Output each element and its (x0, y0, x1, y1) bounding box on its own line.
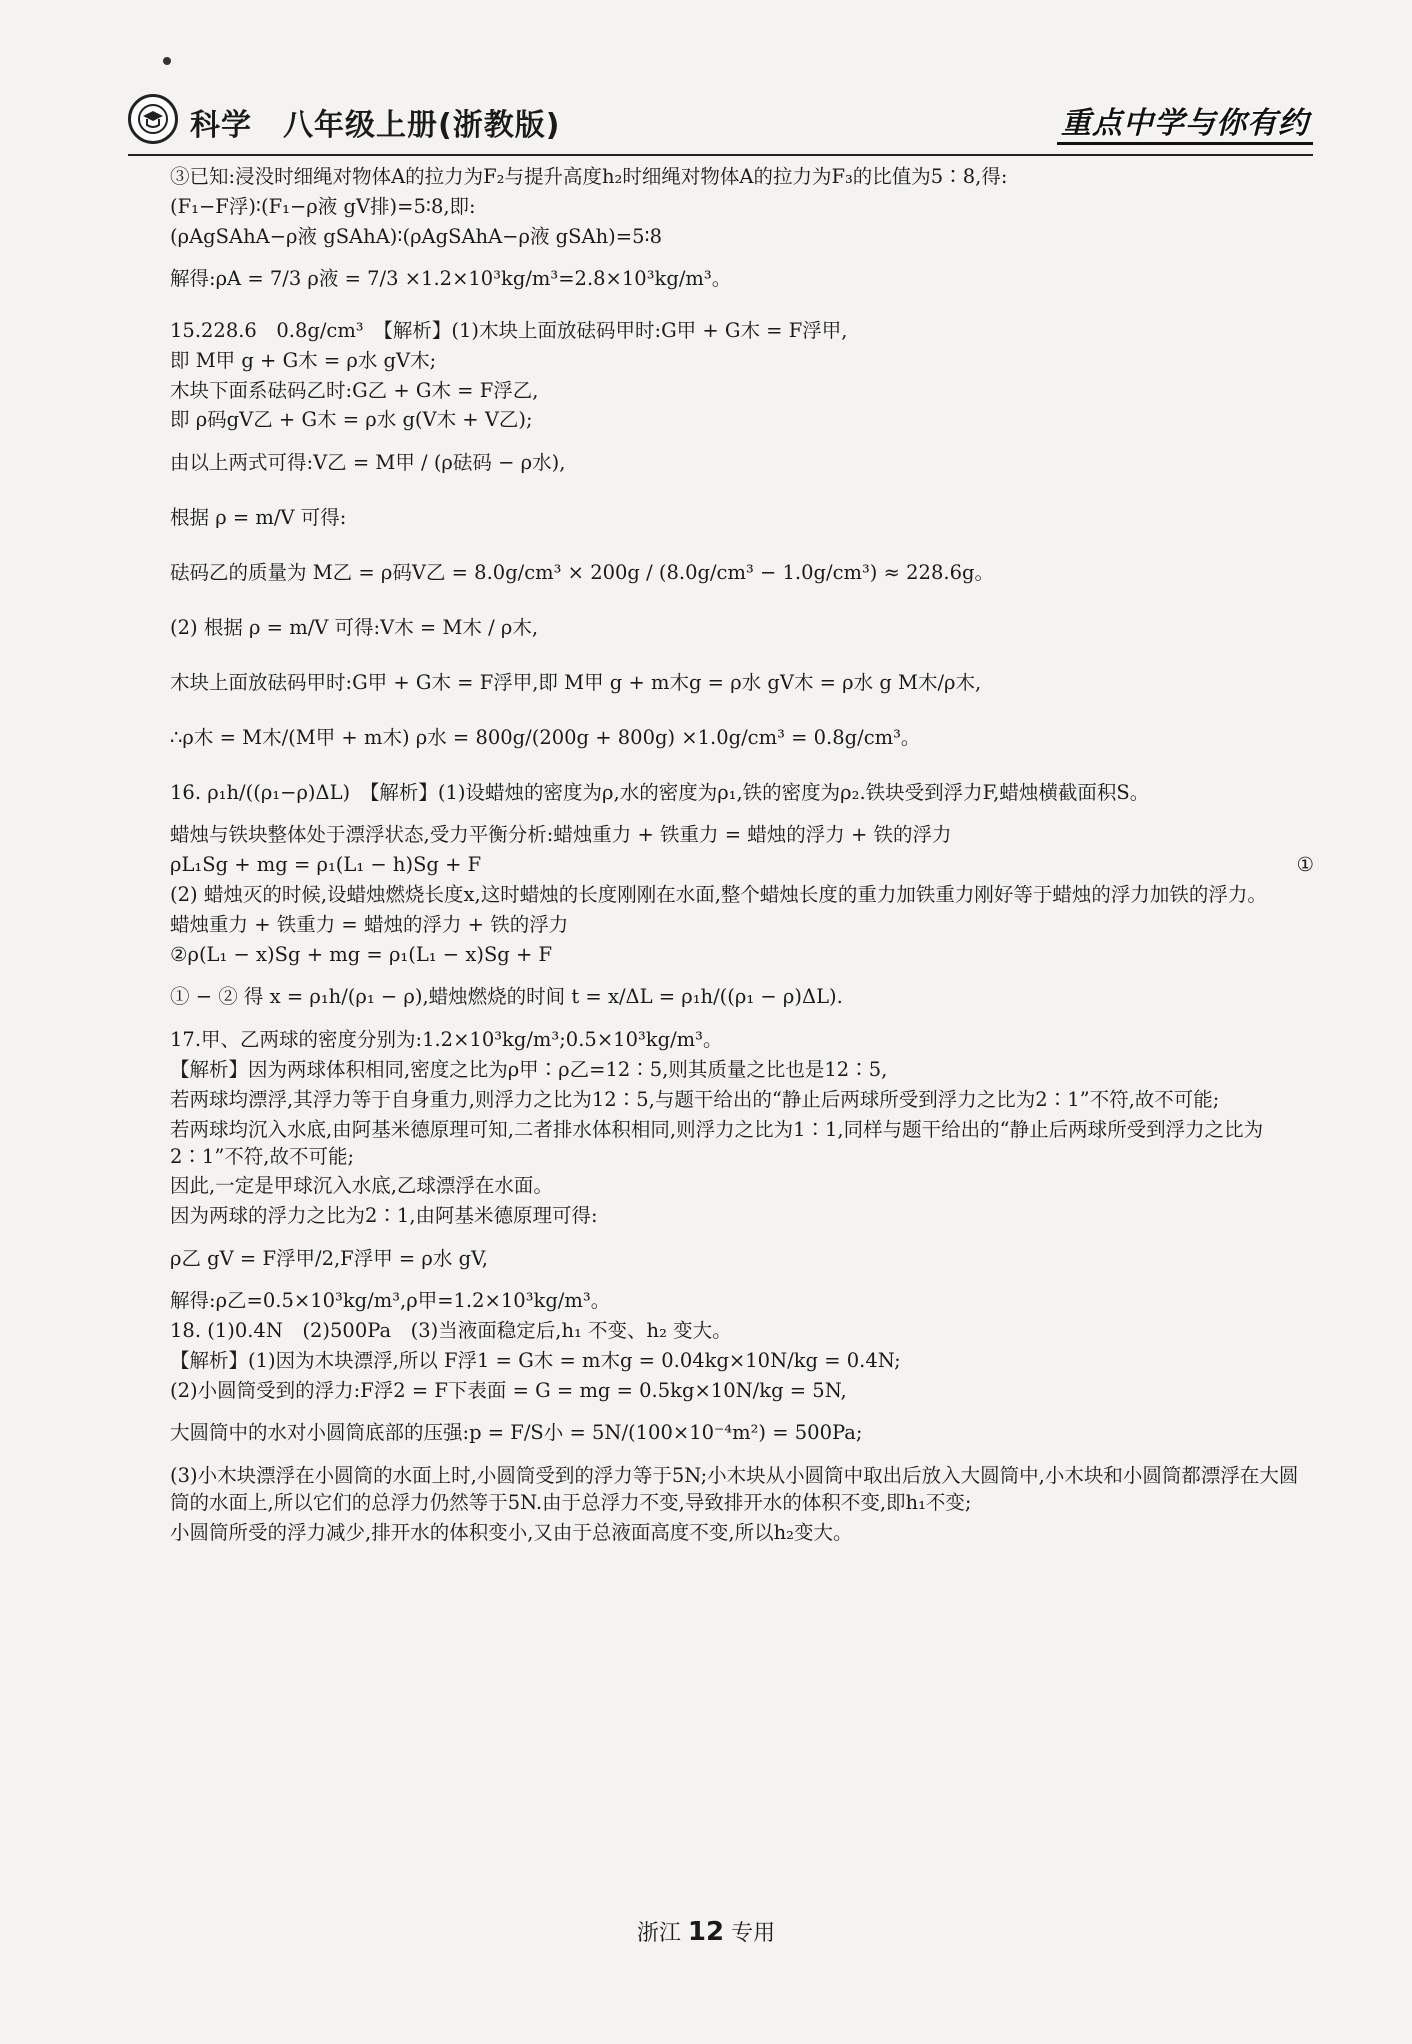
text-line: 因为两球的浮力之比为2∶1,由阿基米德原理可得: (170, 1204, 598, 1228)
text-line: ρ乙 gV = F浮甲/2,F浮甲 = ρ水 gV, (170, 1246, 488, 1270)
text-line: (2) 蜡烛灭的时候,设蜡烛燃烧长度x,这时蜡烛的长度刚刚在水面,整个蜡烛长度的重力加铁重力刚好等于蜡烛的浮力加铁的浮力。 (170, 883, 1267, 907)
text-line: 因此,一定是甲球沉入水底,乙球漂浮在水面。 (170, 1174, 553, 1198)
text-line: 大圆筒中的水对小圆筒底部的压强:p = F/S小 = 5N/(100×10⁻⁴m²) = 500Pa; (170, 1421, 863, 1445)
page-number: 12 (687, 1917, 725, 1947)
footer-prefix: 浙江 (636, 1921, 681, 1946)
page-footer (0, 1916, 1412, 1947)
question-15-answer: 15.228.6 0.8g/cm³ 【解析】(1)木块上面放砝码甲时:G甲 + G木 = F浮甲, (170, 318, 848, 342)
book-title: 科学 八年级上册(浙教版) (190, 108, 561, 143)
text-line: (ρAgSAhA−ρ液 gSAhA)∶(ρAgSAhA−ρ液 gSAh)=5∶8 (170, 224, 663, 248)
scan-dot (163, 57, 171, 65)
text-line: 木块下面系砝码乙时:G乙 + G木 = F浮乙, (170, 378, 539, 402)
equation-line (170, 852, 1314, 879)
text-line: 若两球均沉入水底,由阿基米德原理可知,二者排水体积相同,则浮力之比为1∶1,同样与题干给出的“静止后两球所受到浮力之比为2∶1”不符,故不可能; (170, 1117, 1264, 1168)
question-16-answer: 16. ρ₁h/((ρ₁−ρ)ΔL) 【解析】(1)设蜡烛的密度为ρ,水的密度为ρ₁,铁的密度为ρ₂.铁块受到浮力F,蜡烛横截面积S。 (170, 780, 1150, 804)
header-divider (128, 154, 1313, 156)
series-brand: 重点中学与你有约 (1057, 98, 1313, 145)
text-line: 小圆筒所受的浮力减少,排开水的体积变小,又由于总液面高度不变,所以h₂变大。 (170, 1520, 853, 1544)
school-logo-icon (128, 94, 178, 144)
footer-suffix: 专用 (731, 1921, 776, 1946)
text-line: ① − ② 得 x = ρ₁h/(ρ₁ − ρ),蜡烛燃烧的时间 t = x/ΔL = ρ₁h/((ρ₁ − ρ)ΔL). (170, 985, 843, 1009)
question-17-answer: 17.甲、乙两球的密度分别为:1.2×10³kg/m³;0.5×10³kg/m³。 (170, 1027, 723, 1051)
text-line: 解得:ρA = 7/3 ρ液 = 7/3 ×1.2×10³kg/m³=2.8×10³kg/m³。 (170, 267, 732, 291)
text-line: 木块上面放砝码甲时:G甲 + G木 = F浮甲,即 M甲 g + m木g = ρ水 gV木 = ρ水 g M木/ρ木, (170, 670, 982, 694)
text-line: 蜡烛重力 + 铁重力 = 蜡烛的浮力 + 铁的浮力 (170, 913, 569, 937)
text-line: 砝码乙的质量为 M乙 = ρ码V乙 = 8.0g/cm³ × 200g / (8.0g/cm³ − 1.0g/cm³) ≈ 228.6g。 (170, 560, 994, 584)
text-line: 由以上两式可得:V乙 = M甲 / (ρ砝码 − ρ水), (170, 450, 566, 474)
text-line: 即 ρ码gV乙 + G木 = ρ水 g(V木 + V乙); (170, 408, 533, 432)
question-18-answer: 18. (1)0.4N (2)500Pa (3)当液面稳定后,h₁ 不变、h₂ 变大。 (170, 1319, 732, 1343)
text-line: ③已知:浸没时细绳对物体A的拉力为F₂与提升高度h₂时细绳对物体A的拉力为F₃的比值为5∶8,得: (170, 165, 1008, 188)
text-line: (2)小圆筒受到的浮力:F浮2 = F下表面 = G = mg = 0.5kg×10N/kg = 5N, (170, 1378, 847, 1402)
text-line: 【解析】因为两球体积相同,密度之比为ρ甲∶ρ乙=12∶5,则其质量之比也是12∶5, (170, 1057, 888, 1081)
text-line: 若两球均漂浮,其浮力等于自身重力,则浮力之比为12∶5,与题干给出的“静止后两球所受到浮力之比为2∶1”不符,故不可能; (170, 1087, 1220, 1111)
text-line: 【解析】(1)因为木块漂浮,所以 F浮1 = G木 = m木g = 0.04kg×10N/kg = 0.4N; (170, 1349, 901, 1373)
text-line: (3)小木块漂浮在小圆筒的水面上时,小圆筒受到的浮力等于5N;小木块从小圆筒中取出后放入大圆筒中,小木块和小圆筒都漂浮在大圆筒的水面上,所以它们的总浮力仍然等于5N.由于总浮力不变,导致排开水的体积不变,即h₁不变; (170, 1463, 1299, 1514)
text-line: 蜡烛与铁块整体处于漂浮状态,受力平衡分析:蜡烛重力 + 铁重力 = 蜡烛的浮力 + 铁的浮力 (170, 823, 952, 847)
page-header (128, 92, 1313, 154)
text-line: (2) 根据 ρ = m/V 可得:V木 = M木 / ρ木, (170, 615, 539, 639)
text-line: ②ρ(L₁ − x)Sg + mg = ρ₁(L₁ − x)Sg + F (170, 942, 553, 966)
answer-content (170, 164, 1314, 1550)
text-line: 即 M甲 g + G木 = ρ水 gV木; (170, 348, 437, 372)
text-line: 解得:ρ乙=0.5×10³kg/m³,ρ甲=1.2×10³kg/m³。 (170, 1289, 611, 1313)
equation-mark: ① (1296, 853, 1314, 877)
text-line: (F₁−F浮)∶(F₁−ρ液 gV排)=5∶8,即: (170, 194, 476, 218)
equation-1: ρL₁Sg + mg = ρ₁(L₁ − h)Sg + F (170, 853, 482, 877)
text-line: ∴ρ木 = M木/(M甲 + m木) ρ水 = 800g/(200g + 800g) ×1.0g/cm³ = 0.8g/cm³。 (170, 725, 921, 749)
text-line: 根据 ρ = m/V 可得: (170, 505, 347, 529)
